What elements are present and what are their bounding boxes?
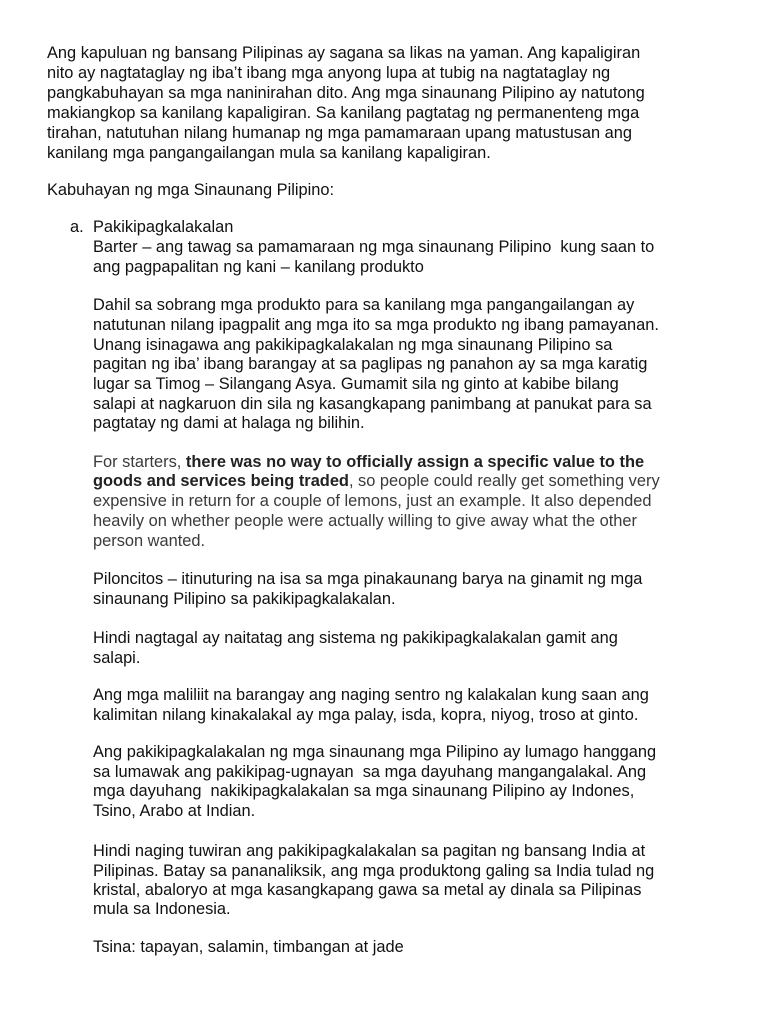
list-marker: a.	[70, 218, 84, 236]
dahil-line: salapi at nagkaruon din sila ng kasangkapang panimbang at panukat para sa	[93, 395, 652, 413]
hindi-nagtagal-line: Hindi nagtagal ay naitatag ang sistema ng pakikipagkalakalan gamit ang	[93, 629, 618, 647]
piloncitos-line: Piloncitos – itinuturing na isa sa mga pinakaunang barya na ginamit ng mga	[93, 570, 643, 588]
dahil-line: Dahil sa sobrang mga produkto para sa kanilang mga pangangailangan ay	[93, 296, 635, 314]
tsina-line: Tsina: tapayan, salamin, timbangan at jade	[93, 938, 404, 956]
lumago-line: Ang pakikipagkalakalan ng mga sinaunang mga Pilipino ay lumago hanggang	[93, 743, 657, 761]
intro-line: nito ay nagtataglay ng iba’t ibang mga anyong lupa at tubig na nagtataglay ng	[47, 64, 611, 82]
starters-suffix: , so people could really get something very	[348, 472, 660, 490]
intro-line: Ang kapuluan ng bansang Pilipinas ay sagana sa likas na yaman. Ang kapaligiran	[47, 44, 641, 62]
barter-line: Barter – ang tawag sa pamamaraan ng mga sinaunang Pilipino kung saan to	[93, 238, 655, 256]
intro-line: tirahan, natutuhan nilang humanap ng mga pamamaraan upang matustusan ang	[47, 124, 633, 142]
starters-bold-text: goods and services being traded	[93, 472, 349, 490]
india-line: Pilipinas. Batay sa pananaliksik, ang mga produktong galing sa India tulad ng	[93, 862, 655, 880]
lumago-line: mga dayuhang nakikipagkalakalan sa mga sinaunang Pilipino ay Indones,	[93, 782, 635, 800]
starters-bold-text: there was no way to officially assign a specific value to the	[185, 453, 645, 471]
dahil-line: natutunan nilang ipagpalit ang mga ito sa mga produkto ng ibang pamayanan.	[93, 316, 659, 334]
section-heading: Kabuhayan ng mga Sinaunang Pilipino:	[47, 181, 335, 199]
lumago-line: sa lumawak ang pakikipag-ugnayan sa mga dayuhang mangangalakal. Ang	[93, 763, 647, 781]
india-line: Hindi naging tuwiran ang pakikipagkalakalan sa pagitan ng bansang India at	[93, 842, 646, 860]
india-line: mula sa Indonesia.	[93, 900, 231, 918]
lumago-line: Tsino, Arabo at Indian.	[93, 802, 256, 820]
dahil-line: pagtatay ng dami at halaga ng bilihin.	[93, 414, 365, 432]
barangay-line: Ang mga maliliit na barangay ang naging sentro ng kalakalan kung saan ang	[93, 686, 649, 704]
india-line: kristal, abaloryo at mga kasangkapang gawa sa metal ay dinala sa Pilipinas	[93, 881, 642, 899]
starters-prefix: For starters,	[93, 453, 186, 471]
barangay-line: kalimitan nilang kinakalakal ay mga palay, isda, kopra, niyog, troso at ginto.	[93, 706, 639, 724]
piloncitos-line: sinaunang Pilipino sa pakikipagkalakalan.	[93, 590, 396, 608]
starters-line	[93, 472, 660, 491]
starters-line	[93, 453, 644, 472]
dahil-line: pagitan ng iba’ ibang barangay at sa paglipas ng panahon ay sa mga karatig	[93, 355, 648, 373]
intro-line: pangkabuhayan sa mga naninirahan dito. Ang mga sinaunang Pilipino ay natutong	[47, 84, 645, 102]
starters-line: person wanted.	[93, 532, 206, 550]
starters-line: expensive in return for a couple of lemons, just an example. It also depended	[93, 492, 652, 510]
hindi-nagtagal-line: salapi.	[93, 649, 141, 667]
starters-line: heavily on whether people were actually willing to give away what the other	[93, 512, 637, 530]
barter-line: ang pagpapalitan ng kani – kanilang produkto	[93, 258, 424, 276]
intro-line: makiangkop sa kanilang kapaligiran. Sa kanilang pagtatag ng permanenteng mga	[47, 104, 640, 122]
dahil-line: lugar sa Timog – Silangang Asya. Gumamit sila ng ginto at kabibe bilang	[93, 375, 619, 393]
intro-line: kanilang mga pangangailangan mula sa kanilang kapaligiran.	[47, 144, 491, 162]
list-item-title: Pakikipagkalakalan	[93, 218, 234, 236]
dahil-line: Unang isinagawa ang pakikipagkalakalan ng mga sinaunang Pilipino sa	[93, 336, 613, 354]
